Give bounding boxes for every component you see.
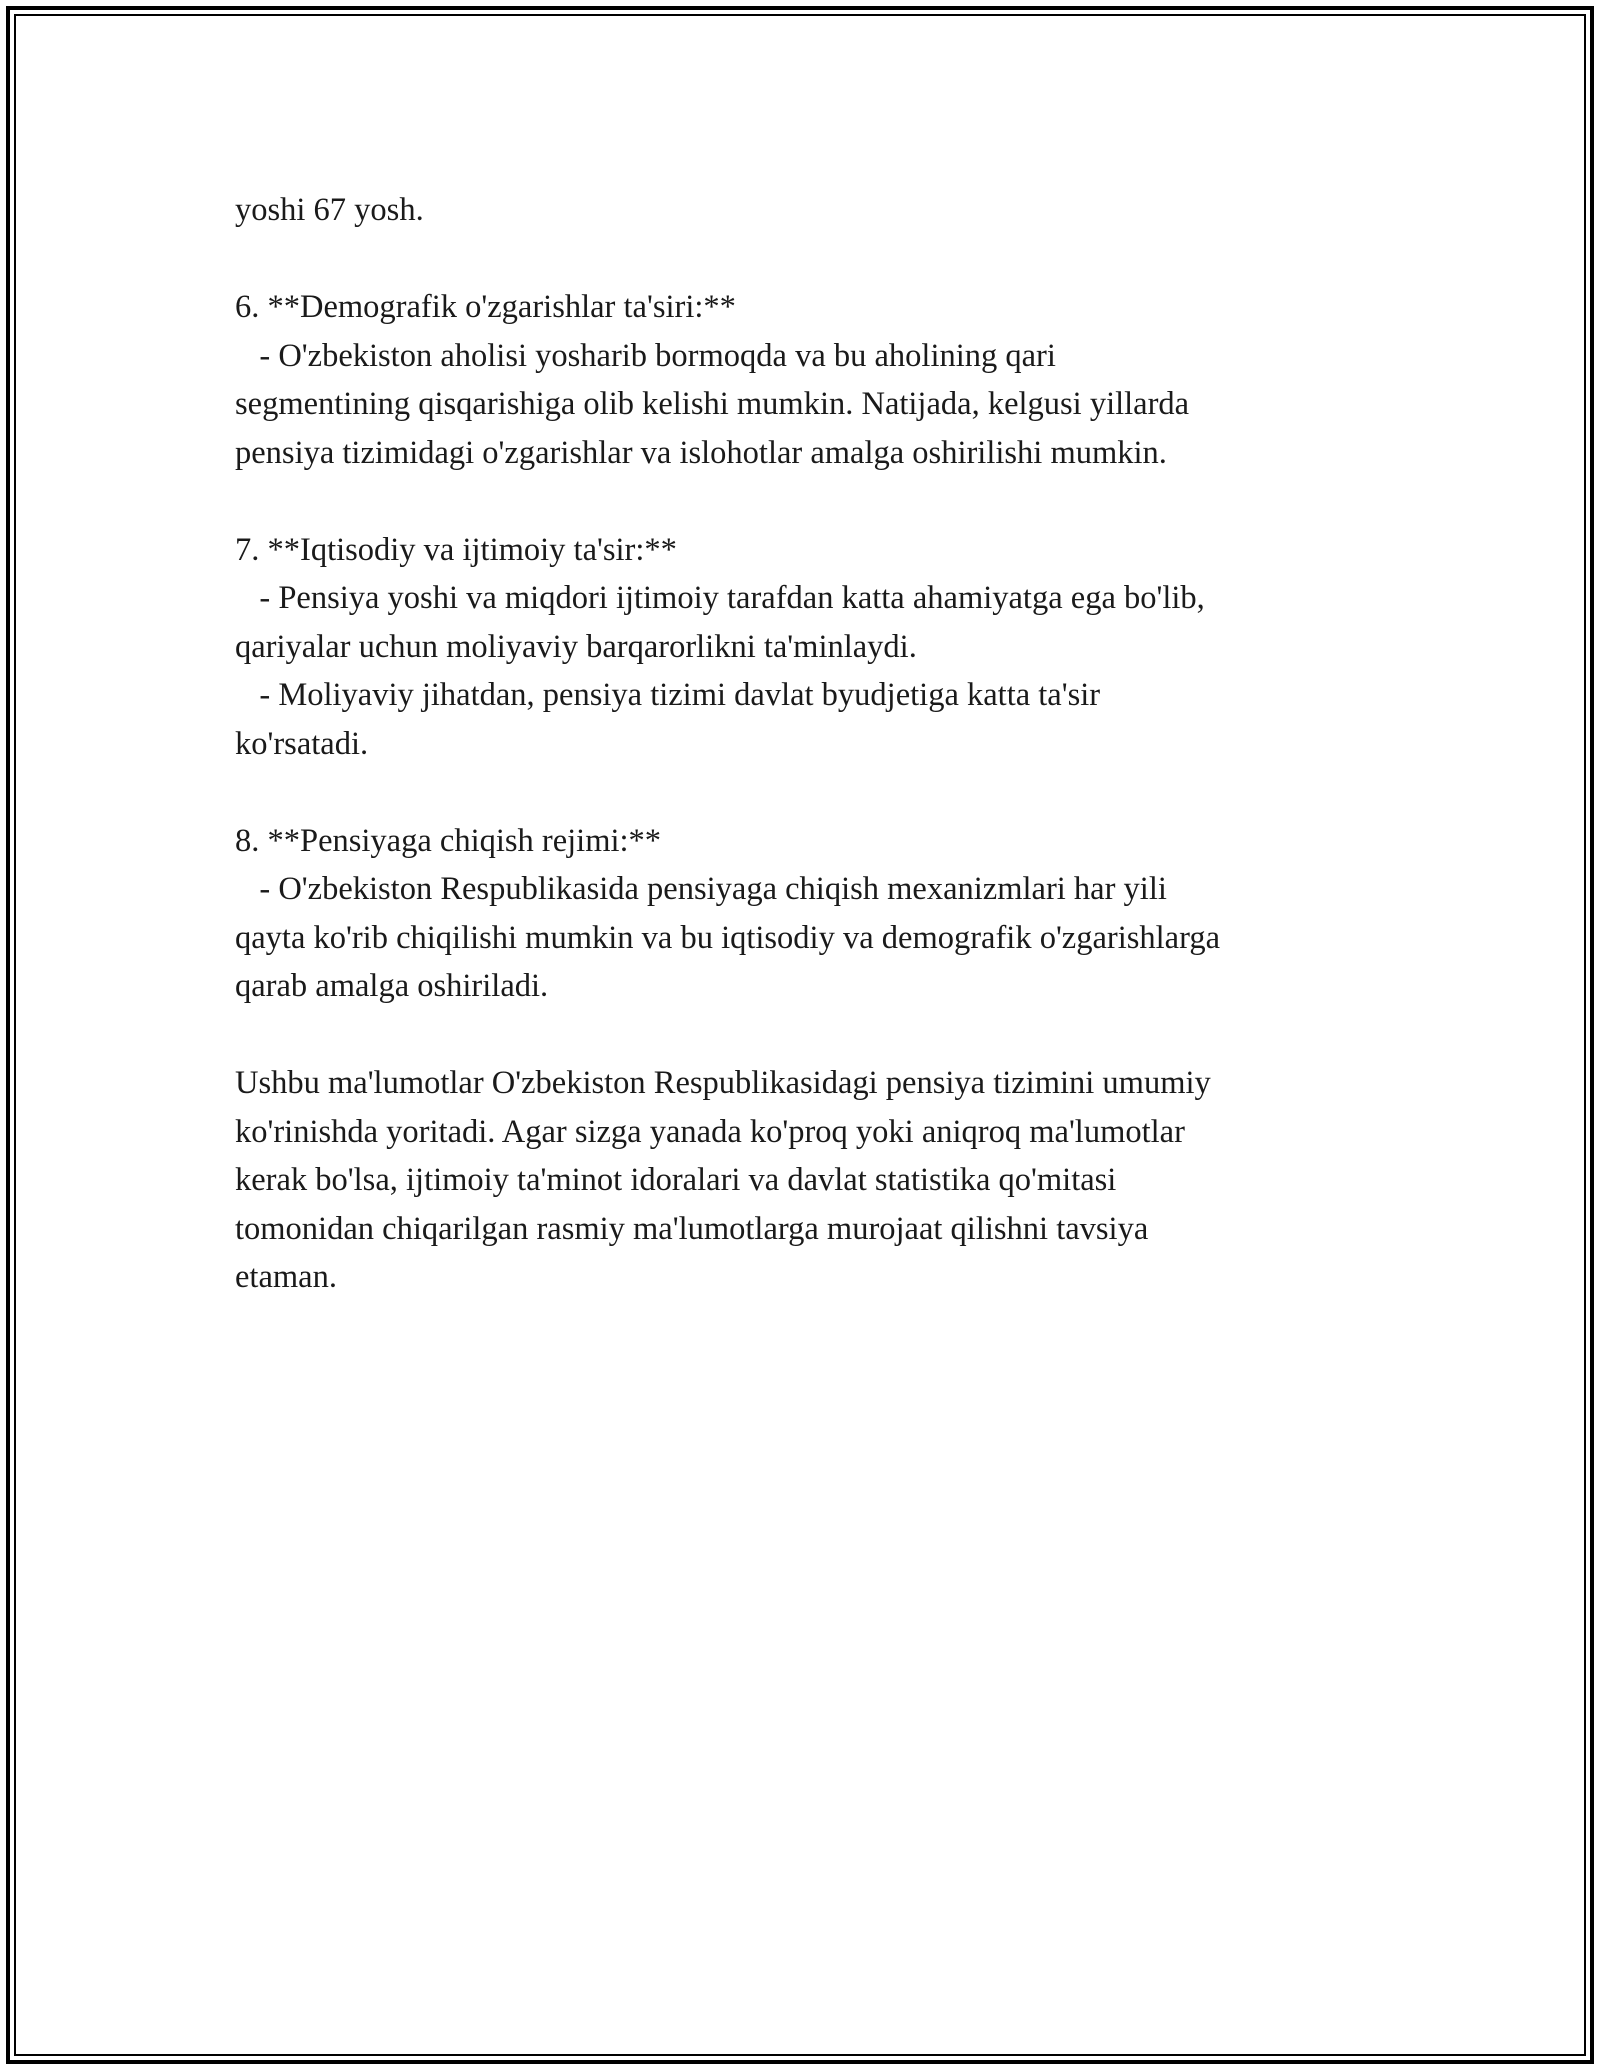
text-line: - O'zbekiston aholisi yosharib bormoqda va bu aholining qari xyxy=(235,337,1056,374)
blank-line xyxy=(235,477,1375,526)
blank-line xyxy=(235,768,1375,817)
document-body xyxy=(235,186,1375,1302)
text-line: - O'zbekiston Respublikasida pensiyaga chiqish mexanizmlari har yili xyxy=(235,871,1167,907)
text-line: tomonidan chiqarilgan rasmiy ma'lumotlarga murojaat qilishni tavsiya xyxy=(235,1210,1149,1247)
blank-line xyxy=(235,235,1375,284)
text-line: qayta ko'rib chiqilishi mumkin va bu iqtisodiy va demografik o'zgarishlarga xyxy=(235,919,1221,956)
text-line: etaman. xyxy=(235,1259,337,1295)
text-line: qarab amalga oshiriladi. xyxy=(235,968,549,1004)
text-line: yoshi 67 yosh. xyxy=(235,192,424,228)
text-line: pensiya tizimidagi o'zgarishlar va islohotlar amalga oshirilishi mumkin. xyxy=(235,434,1167,471)
section-heading: 6. **Demografik o'zgarishlar ta'siri:** xyxy=(235,289,736,325)
text-line: - Moliyaviy jihatdan, pensiya tizimi davlat byudjetiga katta ta'sir xyxy=(235,677,1101,713)
text-line: ko'rinishda yoritadi. Agar sizga yanada ko'proq yoki aniqroq ma'lumotlar xyxy=(235,1113,1185,1150)
text-line: - Pensiya yoshi va miqdori ijtimoiy tarafdan katta ahamiyatga ega bo'lib, xyxy=(235,580,1205,616)
text-line: ko'rsatadi. xyxy=(235,725,369,762)
text-line: kerak bo'lsa, ijtimoiy ta'minot idoralari va davlat statistika qo'mitasi xyxy=(235,1162,1117,1198)
text-line: qariyalar uchun moliyaviy barqarorlikni ta'minlaydi. xyxy=(235,628,917,665)
text-line: Ushbu ma'lumotlar O'zbekiston Respublikasidagi pensiya tizimini umumiy xyxy=(235,1065,1211,1101)
blank-line xyxy=(235,1011,1375,1060)
text-line: segmentining qisqarishiga olib kelishi mumkin. Natijada, kelgusi yillarda xyxy=(235,386,1190,422)
section-heading: 8. **Pensiyaga chiqish rejimi:** xyxy=(235,822,662,859)
section-heading: 7. **Iqtisodiy va ijtimoiy ta'sir:** xyxy=(235,531,677,568)
